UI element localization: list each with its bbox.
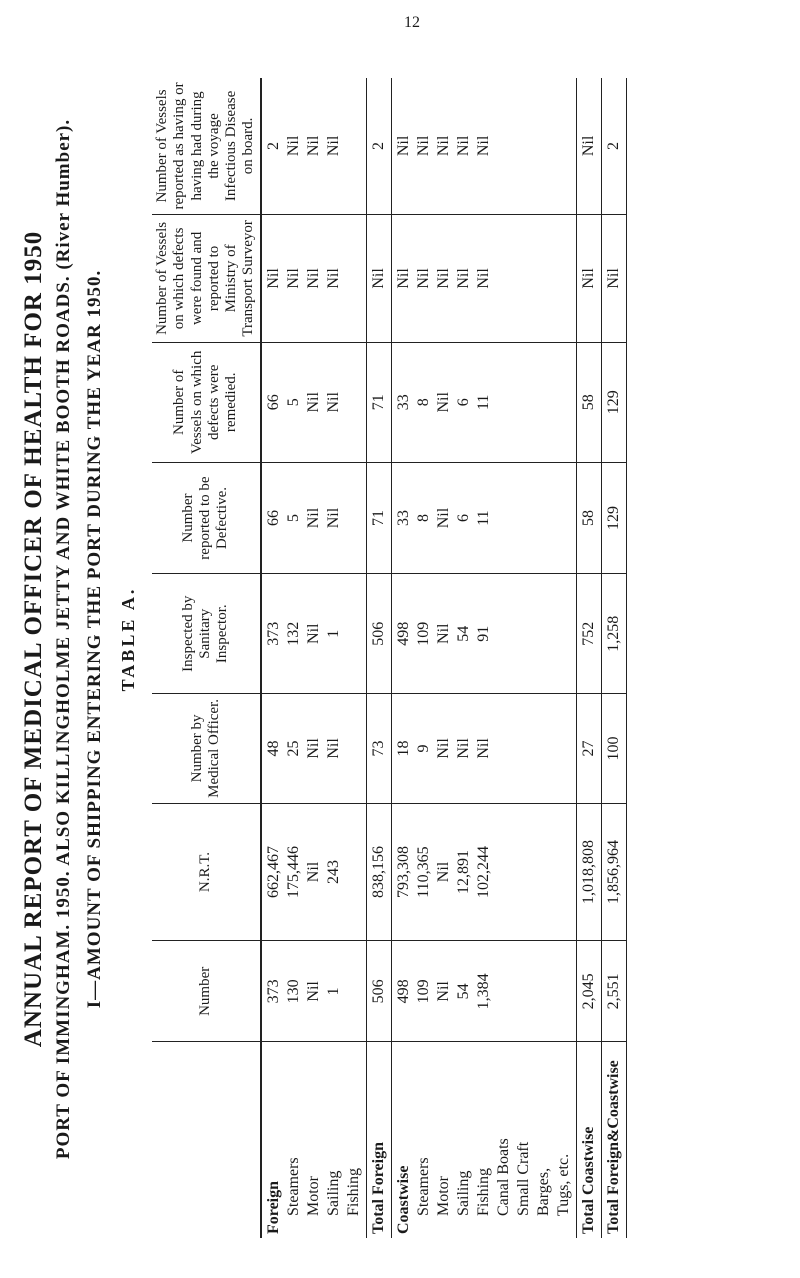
cell-sanitary	[601, 574, 626, 694]
cell-defective	[366, 462, 391, 574]
cell-value: Nil	[454, 738, 472, 759]
cell-value: 373	[264, 621, 282, 646]
cell-value: Nil	[304, 738, 322, 759]
row-label	[261, 1042, 367, 1238]
cell-ministry	[261, 214, 367, 342]
cell-value: 6	[454, 398, 472, 407]
row-sublabel: Sailing	[324, 1170, 342, 1216]
cell-infectious	[601, 78, 626, 214]
cell-value: 33	[394, 510, 412, 527]
cell-infectious	[576, 78, 601, 214]
cell-defective	[576, 462, 601, 574]
cell-number	[601, 941, 626, 1042]
cell-value: 5	[284, 398, 302, 407]
cell-ministry	[576, 214, 601, 342]
cell-value: 54	[454, 625, 472, 642]
cell-remedied	[576, 342, 601, 462]
cell-infectious	[261, 78, 367, 214]
column-header-1: Number	[152, 941, 261, 1042]
cell-value: Nil	[454, 135, 472, 157]
cell-value: 33	[394, 394, 412, 411]
cell-medical	[261, 694, 367, 804]
cell-value: Nil	[369, 268, 387, 289]
row-label	[601, 1042, 626, 1238]
cell-value: 18	[394, 740, 412, 757]
cell-value: 71	[369, 394, 387, 411]
cell-value: Nil	[579, 135, 597, 157]
cell-ministry	[601, 214, 626, 342]
column-header-3: Number by Medical Officer.	[152, 694, 261, 804]
cell-infectious	[391, 78, 576, 214]
cell-value: Nil	[304, 861, 322, 883]
cell-value: 130	[284, 979, 302, 1004]
cell-value: 58	[579, 394, 597, 411]
table-row	[576, 78, 601, 1238]
cell-value: 498	[394, 621, 412, 646]
table-body	[261, 78, 627, 1238]
cell-value: 243	[324, 860, 342, 885]
cell-value: 66	[264, 394, 282, 411]
cell-value: 2,045	[579, 973, 597, 1010]
cell-medical	[576, 694, 601, 804]
cell-remedied	[391, 342, 576, 462]
cell-value: 1,018,808	[579, 840, 597, 905]
cell-value: 8	[414, 514, 432, 523]
column-header-4: Inspected by Sanitary Inspector.	[152, 574, 261, 694]
cell-value: 2	[604, 141, 622, 150]
cell-value: Nil	[434, 135, 452, 157]
cell-nrt	[391, 803, 576, 940]
row-sublabel: Canal Boats	[494, 1138, 512, 1216]
cell-remedied	[601, 342, 626, 462]
cell-value: Nil	[324, 268, 342, 289]
row-group-label: Coastwise	[394, 1165, 412, 1234]
cell-value: 5	[284, 514, 302, 523]
cell-value: Nil	[324, 135, 342, 157]
cell-value: Nil	[414, 268, 432, 289]
cell-value: Nil	[304, 392, 322, 413]
cell-value: 498	[394, 979, 412, 1004]
cell-value: 175,446	[284, 846, 302, 899]
cell-value: 48	[264, 740, 282, 757]
cell-value: 91	[474, 625, 492, 642]
cell-value: 109	[414, 979, 432, 1004]
cell-number	[576, 941, 601, 1042]
cell-defective	[601, 462, 626, 574]
cell-number	[366, 941, 391, 1042]
cell-value: 102,244	[474, 846, 492, 899]
cell-value: Nil	[394, 268, 412, 289]
cell-value: Nil	[324, 507, 342, 529]
cell-value: 11	[474, 510, 492, 526]
cell-value: Nil	[434, 268, 452, 289]
row-group-label: Total Foreign&Coastwise	[604, 1060, 622, 1234]
cell-value: 752	[579, 621, 597, 646]
column-header-2: N.R.T.	[152, 803, 261, 940]
column-header-0	[152, 1042, 261, 1238]
cell-value: Nil	[284, 268, 302, 289]
table-title: TABLE A.	[118, 586, 138, 692]
shipping-subtitle: I—AMOUNT OF SHIPPING ENTERING THE PORT DURING THE YEAR 1950.	[84, 269, 105, 1009]
cell-value: Nil	[304, 507, 322, 529]
cell-nrt	[261, 803, 367, 940]
cell-medical	[601, 694, 626, 804]
cell-value: 1,258	[604, 615, 622, 652]
cell-value: Nil	[474, 738, 492, 759]
cell-value: 129	[604, 390, 622, 415]
cell-ministry	[366, 214, 391, 342]
cell-value: 71	[369, 510, 387, 527]
cell-value: 793,308	[394, 846, 412, 899]
table-row	[366, 78, 391, 1238]
cell-value: 27	[579, 740, 597, 757]
cell-sanitary	[261, 574, 367, 694]
cell-value: 373	[264, 979, 282, 1004]
port-subtitle: PORT OF IMMINGHAM. 1950. ALSO KILLINGHOLME JETTY AND WHITE BOOTH ROADS. (River Humber).	[53, 118, 74, 1160]
cell-value: Nil	[264, 268, 282, 289]
row-label	[391, 1042, 576, 1238]
cell-medical	[366, 694, 391, 804]
row-sublabel: Motor	[304, 1176, 322, 1216]
cell-number	[391, 941, 576, 1042]
cell-value: 1	[324, 629, 342, 638]
cell-value: 1,384	[474, 973, 492, 1010]
row-sublabel: Tugs, etc.	[554, 1153, 572, 1216]
cell-value: Nil	[284, 135, 302, 157]
cell-value: Nil	[454, 268, 472, 289]
cell-value: Nil	[324, 738, 342, 759]
cell-value: Nil	[434, 507, 452, 529]
table-header-row	[152, 78, 261, 1238]
row-sublabel: Sailing	[454, 1170, 472, 1216]
cell-value: 9	[414, 744, 432, 753]
row-group-label: Total Coastwise	[579, 1126, 597, 1234]
cell-value: 2	[369, 141, 387, 150]
table-row	[391, 78, 576, 1238]
cell-value: Nil	[324, 392, 342, 413]
cell-value: Nil	[604, 268, 622, 289]
cell-value: 11	[474, 394, 492, 410]
row-sublabel: Steamers	[284, 1157, 302, 1216]
row-label	[366, 1042, 391, 1238]
cell-value: Nil	[434, 738, 452, 759]
cell-value: 6	[454, 514, 472, 523]
cell-value: Nil	[434, 861, 452, 883]
cell-value: 506	[369, 621, 387, 646]
row-sublabel: Small Craft	[514, 1141, 532, 1216]
cell-value: 2,551	[604, 973, 622, 1010]
cell-nrt	[366, 803, 391, 940]
cell-value: 109	[414, 621, 432, 646]
cell-value: Nil	[579, 268, 597, 289]
row-group-label: Foreign	[264, 1180, 282, 1234]
cell-value: Nil	[434, 623, 452, 644]
cell-value: 66	[264, 510, 282, 527]
cell-value: Nil	[304, 623, 322, 644]
table-row	[601, 78, 626, 1238]
cell-medical	[391, 694, 576, 804]
cell-value: 58	[579, 510, 597, 527]
cell-ministry	[391, 214, 576, 342]
cell-value: Nil	[434, 981, 452, 1002]
cell-value: 54	[454, 983, 472, 1000]
cell-sanitary	[366, 574, 391, 694]
cell-value: Nil	[394, 135, 412, 157]
report-title: ANNUAL REPORT OF MEDICAL OFFICER OF HEALTH FOR 1950	[20, 230, 47, 1048]
cell-value: 838,156	[369, 846, 387, 899]
cell-value: 2	[264, 141, 282, 150]
row-sublabel: Barges,	[534, 1167, 552, 1216]
column-header-5: Number reported to be Defective.	[152, 462, 261, 574]
cell-number	[261, 941, 367, 1042]
cell-value: Nil	[434, 392, 452, 413]
column-header-6: Number of Vessels on which defects were remedied.	[152, 342, 261, 462]
cell-defective	[391, 462, 576, 574]
cell-value: 1,856,964	[604, 840, 622, 905]
cell-value: Nil	[304, 268, 322, 289]
row-sublabel: Motor	[434, 1176, 452, 1216]
cell-value: 506	[369, 979, 387, 1004]
cell-remedied	[366, 342, 391, 462]
cell-value: Nil	[304, 135, 322, 157]
row-sublabel: Steamers	[414, 1157, 432, 1216]
cell-value: Nil	[474, 268, 492, 289]
row-label	[576, 1042, 601, 1238]
cell-value: Nil	[304, 981, 322, 1002]
row-sublabel: Fishing	[344, 1167, 362, 1216]
cell-value: 129	[604, 506, 622, 531]
cell-value: 132	[284, 621, 302, 646]
shipping-table	[152, 78, 627, 1238]
cell-value: 25	[284, 740, 302, 757]
cell-value: 1	[324, 987, 342, 996]
cell-value: Nil	[414, 135, 432, 157]
column-header-7: Number of Vessels on which defects were found and reported to Ministry of Transport Surveyor	[152, 214, 261, 342]
cell-value: 12,891	[454, 850, 472, 895]
cell-nrt	[576, 803, 601, 940]
row-group-label: Total Foreign	[369, 1141, 387, 1234]
cell-value: 662,467	[264, 846, 282, 899]
cell-value: Nil	[474, 135, 492, 157]
cell-remedied	[261, 342, 367, 462]
cell-value: 110,365	[414, 846, 432, 898]
cell-value: 8	[414, 398, 432, 407]
cell-infectious	[366, 78, 391, 214]
column-header-8: Number of Vessels reported as having or having had during the voyage Infectious Disease on board.	[152, 78, 261, 214]
cell-nrt	[601, 803, 626, 940]
row-sublabel: Fishing	[474, 1167, 492, 1216]
cell-defective	[261, 462, 367, 574]
table-row	[261, 78, 367, 1238]
cell-sanitary	[576, 574, 601, 694]
cell-value: 73	[369, 740, 387, 757]
cell-value: 100	[604, 736, 622, 761]
cell-sanitary	[391, 574, 576, 694]
page-number: 12	[404, 14, 420, 31]
